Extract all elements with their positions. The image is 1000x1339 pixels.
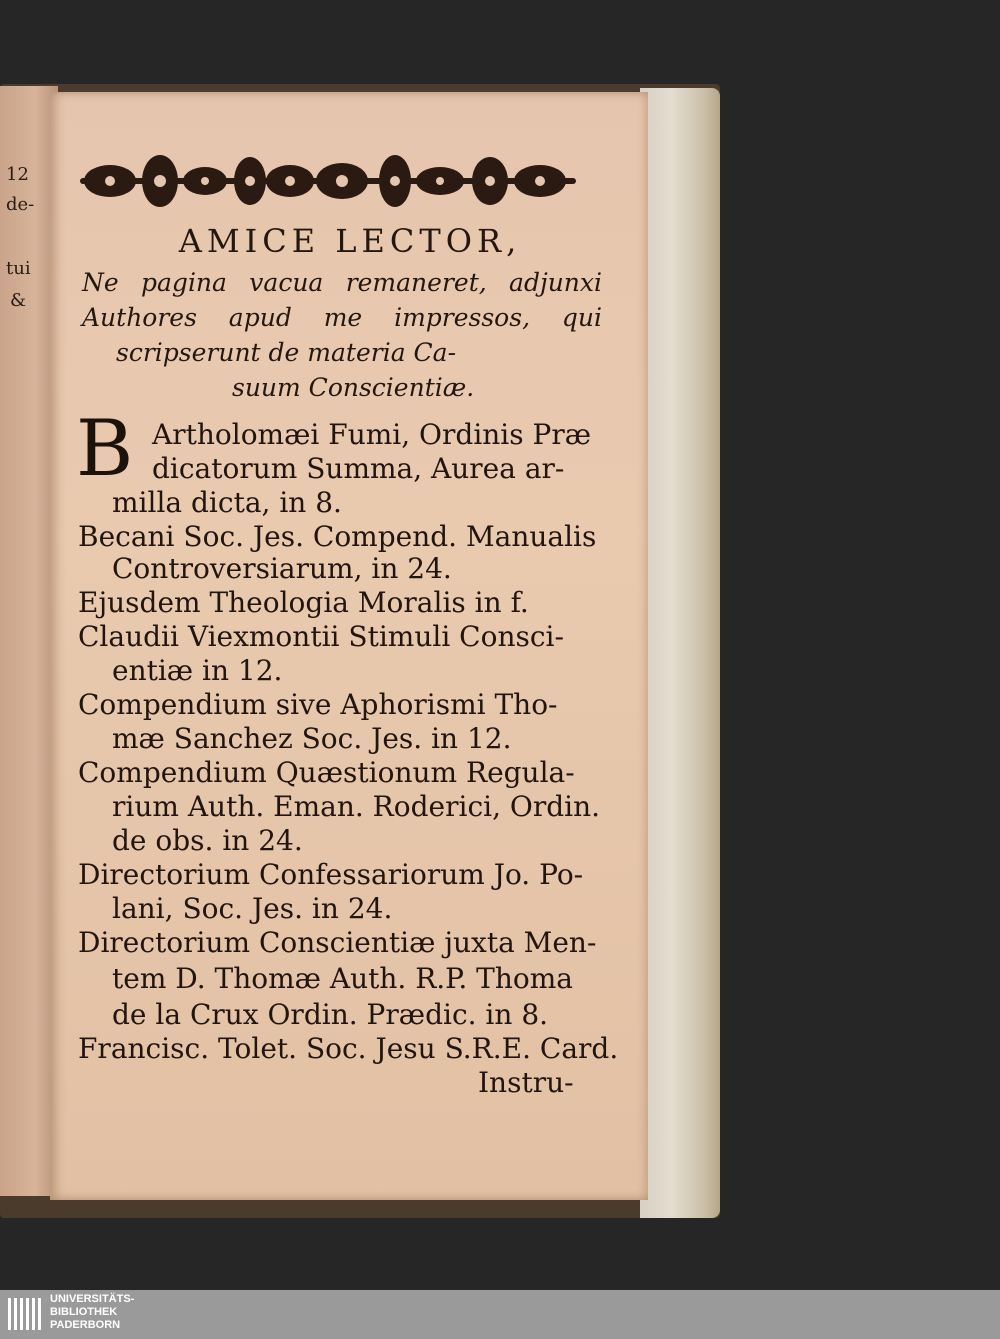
entry-line: Francisc. Tolet. Soc. Jesu S.R.E. Card. [78,1032,619,1065]
logo-line: PADERBORN [50,1319,121,1331]
entry-line: de la Crux Ordin. Prædic. in 8. [112,998,549,1031]
entry-line: Compendium sive Aphorismi Tho- [78,688,558,721]
entry-line: milla dicta, in 8. [112,486,342,519]
left-page-fragment: 12 [6,164,29,185]
logo-line: UNIVERSITÄTS- [50,1293,135,1305]
logo-line: BIBLIOTHEK [50,1306,118,1318]
entry-line: Becani Soc. Jes. Compend. Manualis [78,520,597,553]
footer-bar [0,1290,1000,1339]
ornament-band [80,150,576,216]
intro-line: Ne pagina vacua remaneret, adjunxi [82,268,602,297]
entry-line: dicatorum Summa, Aurea ar- [152,452,565,485]
intro-line: Authores apud me impressos, qui [82,303,602,332]
entry-line: tem D. Thomæ Auth. R.P. Thoma [112,962,573,995]
page-title: AMICE LECTOR, [178,222,522,260]
catchword: Instru- [478,1066,574,1099]
left-page-fragment: tui [6,258,31,279]
entry-line: rium Auth. Eman. Roderici, Ordin. [112,790,601,823]
entry-line: Claudii Viexmontii Stimuli Consci- [78,620,564,653]
entry-line: Ejusdem Theologia Moralis in f. [78,586,529,619]
entry-line: de obs. in 24. [112,824,303,857]
library-logo-icon [6,1294,46,1334]
drop-capital: B [76,404,134,494]
entry-line: Controversiarum, in 24. [112,552,452,585]
entry-line: mæ Sanchez Soc. Jes. in 12. [112,722,512,755]
entry-line: Directorium Conscientiæ juxta Men- [78,926,597,959]
entry-line: lani, Soc. Jes. in 24. [112,892,393,925]
entry-line: entiæ in 12. [112,654,283,687]
left-page-fragment: & [10,290,27,311]
entry-line: Directorium Confessariorum Jo. Po- [78,858,584,891]
intro-line: suum Conscientiæ. [232,373,475,402]
entry-line: Compendium Quæstionum Regula- [78,756,575,789]
entry-line: Artholomæi Fumi, Ordinis Præ [152,418,592,451]
library-logo-text [50,1293,134,1332]
left-page-fragment: de- [6,194,35,215]
intro-line: scripserunt de materia Ca- [116,338,457,367]
